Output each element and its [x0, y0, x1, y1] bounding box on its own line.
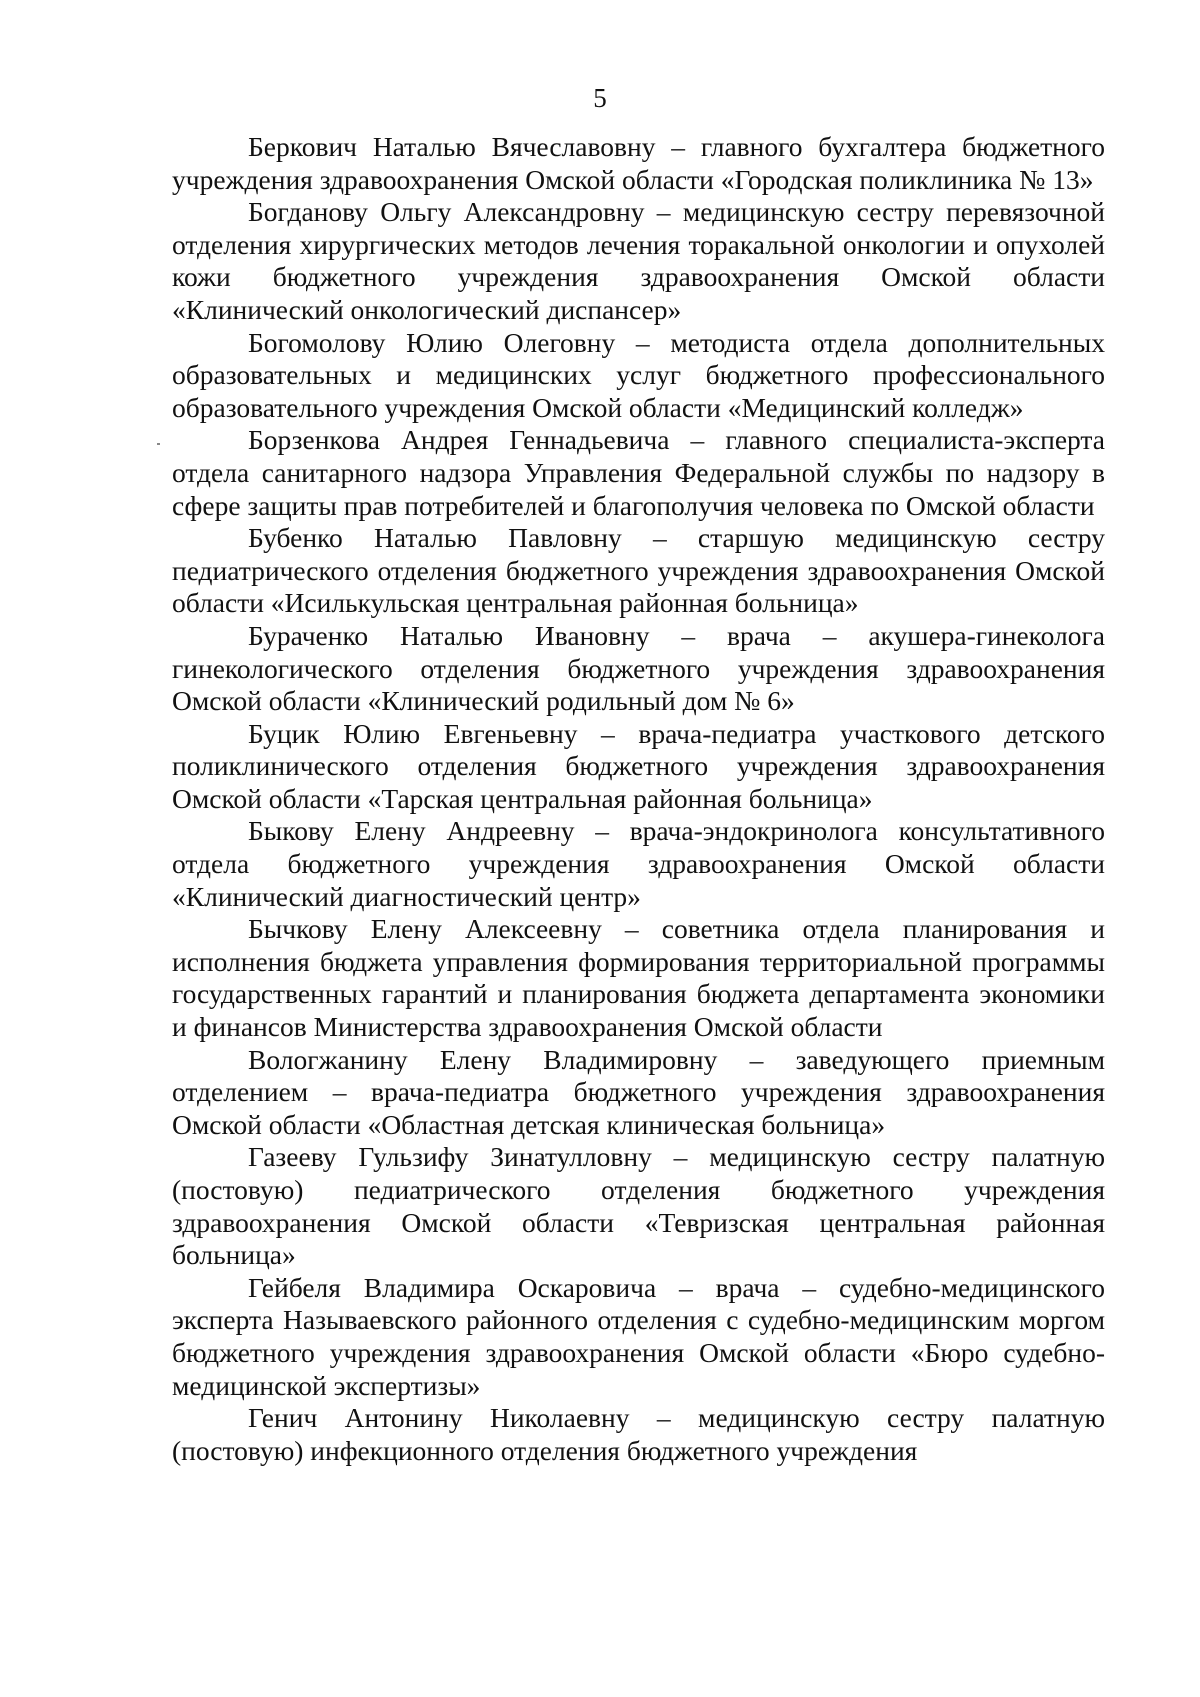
entry-borzenkov: Борзенкова Андрея Геннадьевича – главного специалиста-эксперта отдела санитарного надзора Управления Федеральной службы по надзору в сфере защиты прав потребителей и благополучия человека по Омской области [172, 424, 1105, 521]
entry-bykova: Быкову Елену Андреевну – врача-эндокринолога консультативного отдела бюджетного учреждения здравоохранения Омской области «Клинический диагностический центр» [172, 815, 1105, 912]
margin-mark [157, 443, 160, 445]
entry-gazeeva: Газееву Гульзифу Зинатулловну – медицинскую сестру палатную (постовую) педиатрического отделения бюджетного учреждения здравоохранения Омской области «Тевризская центральная районная больница» [172, 1141, 1105, 1271]
entry-bogomolova: Богомолову Юлию Олеговну – методиста отдела дополнительных образовательных и медицинских услуг бюджетного профессионального образовательного учреждения Омской области «Медицинский колледж» [172, 326, 1105, 423]
entry-bubenko: Бубенко Наталью Павловну – старшую медицинскую сестру педиатрического отделения бюджетного учреждения здравоохранения Омской области «Исилькульская центральная районная больница» [172, 522, 1105, 619]
entry-berkovich: Беркович Наталью Вячеславовну – главного бухгалтера бюджетного учреждения здравоохранения Омской области «Городская поликлиника № 13» [172, 131, 1105, 195]
entry-bogdanova: Богданову Ольгу Александровну – медицинскую сестру перевязочной отделения хирургических методов лечения торакальной онкологии и опухолей кожи бюджетного учреждения здравоохранения Омской области «Клинический онкологический диспансер» [172, 196, 1105, 325]
entry-burachenko: Бураченко Наталью Ивановну – врача – акушера-гинеколога гинекологического отделения бюджетного учреждения здравоохранения Омской области «Клинический родильный дом № 6» [172, 619, 1105, 717]
entry-butsik: Буцик Юлию Евгеньевну – врача-педиатра участкового детского поликлинического отделения бюджетного учреждения здравоохранения Омской области «Тарская центральная районная больница» [172, 717, 1105, 814]
page-number: 5 [593, 83, 607, 113]
entry-vologzhanina: Вологжанину Елену Владимировну – заведующего приемным отделением – врача-педиатра бюджетного учреждения здравоохранения Омской области «Областная детская клиническая больница» [172, 1043, 1105, 1140]
entry-geibel: Гейбеля Владимира Оскаровича – врача – судебно-медицинского эксперта Называевского районного отделения с судебно-медицинским моргом бюджетного учреждения здравоохранения Омской области «Бюро судебно-медицинской экспертизы» [172, 1271, 1105, 1401]
document-body [172, 131, 1105, 1467]
entry-genich: Генич Антонину Николаевну – медицинскую сестру палатную (постовую) инфекционного отделения бюджетного учреждения [172, 1402, 1105, 1466]
entry-bychkova: Бычкову Елену Алексеевну – советника отдела планирования и исполнения бюджета управления формирования территориальной программы государственных гарантий и планирования бюджета департамента экономики и финансов Министерства здравоохранения Омской области [172, 913, 1105, 1043]
